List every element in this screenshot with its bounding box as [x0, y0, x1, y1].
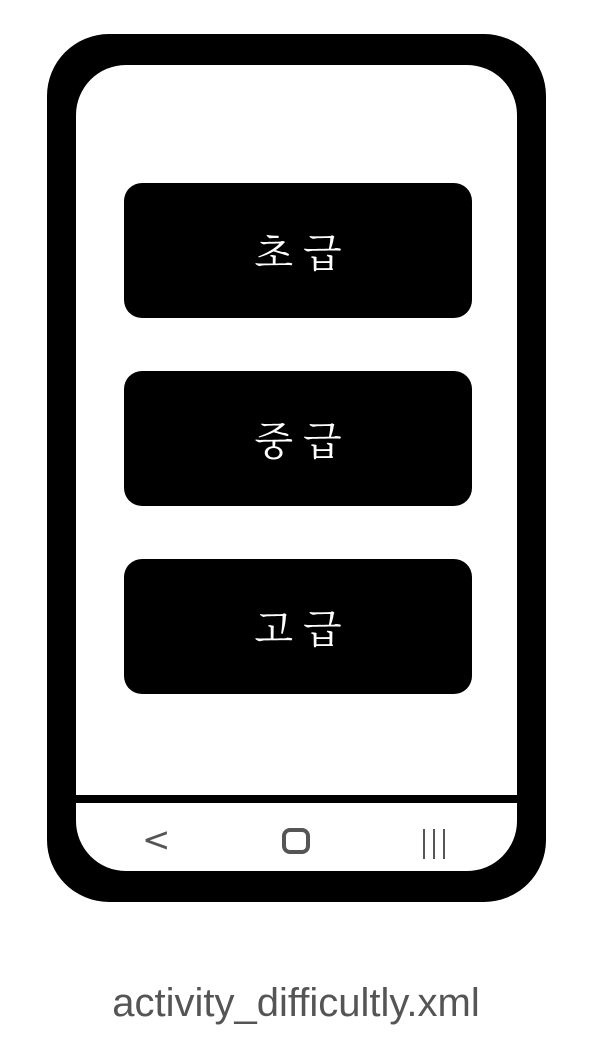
home-icon[interactable]: [282, 828, 310, 854]
navigation-bar: [76, 803, 517, 871]
phone-screen: [76, 65, 517, 871]
beginner-button[interactable]: 초급: [124, 183, 472, 318]
back-icon[interactable]: <: [142, 820, 171, 860]
nav-bar-divider: [76, 795, 517, 803]
intermediate-button[interactable]: 중급: [124, 371, 472, 506]
phone-frame: [47, 34, 546, 902]
recents-icon[interactable]: [423, 829, 447, 859]
layout-filename-caption: activity_difficultly.xml: [112, 981, 480, 1025]
advanced-button[interactable]: 고급: [124, 559, 472, 694]
